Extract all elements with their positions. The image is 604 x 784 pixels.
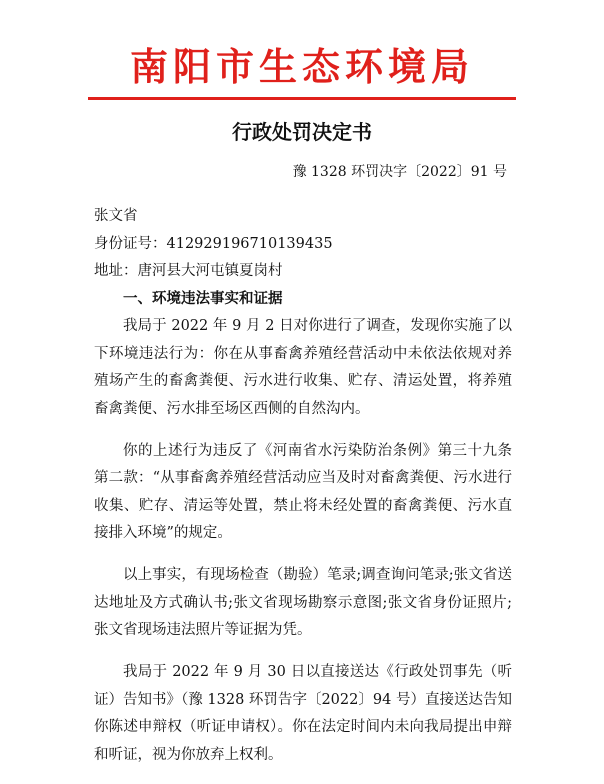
violation-facts-paragraph: 我局于 2022 年 9 月 2 日对你进行了调查，发现你实施了以下环境违法行为：你在从事畜禽养殖经营活动中未依法依规对养殖场产生的畜禽粪便、污水进行收集、贮存、清运处置，将养殖畜禽粪便、污水排至场区西侧的自然沟内。 xyxy=(94,318,512,417)
document-title: 行政处罚决定书 xyxy=(232,120,372,144)
party-name: 张文省 xyxy=(94,208,138,224)
party-address: 地址：唐河县大河屯镇夏岗村 xyxy=(94,263,283,279)
evidence-paragraph: 以上事实，有现场检查（勘验）笔录;调查询问笔录;张文省送达地址及方式确认书;张文省现场勘察示意图;张文省身份证照片;张文省现场违法照片等证据为凭。 xyxy=(94,567,512,638)
agency-masthead: 南阳市生态环境局 xyxy=(129,45,474,89)
section-heading: 一、环境违法事实和证据 xyxy=(123,290,283,307)
document-body xyxy=(94,203,512,784)
document-number: 豫 1328 环罚决字〔2022〕91 号 xyxy=(292,164,507,180)
red-divider-line xyxy=(88,97,516,100)
violated-regulation-paragraph: 你的上述行为违反了《河南省水污染防治条例》第三十九条 第二款：“从事畜禽养殖经营活动应当及时对畜禽粪便、污水进行收集、贮存、清运等处置，禁止将未经处置的畜禽粪便、污水直接排入环境”的规定。 xyxy=(94,442,512,541)
notification-paragraph: 我局于 2022 年 9 月 30 日以直接送达《行政处罚事先（听证）告知书》（豫 1328 环罚告字〔2022〕94 号）直接送达告知你陈述申辩权（听证申请权）。你在法定时间内未向我局提出申辩和听证，视为你放弃上权利。 xyxy=(94,664,512,763)
party-id-number: 身份证号：412929196710139435 xyxy=(94,235,333,252)
